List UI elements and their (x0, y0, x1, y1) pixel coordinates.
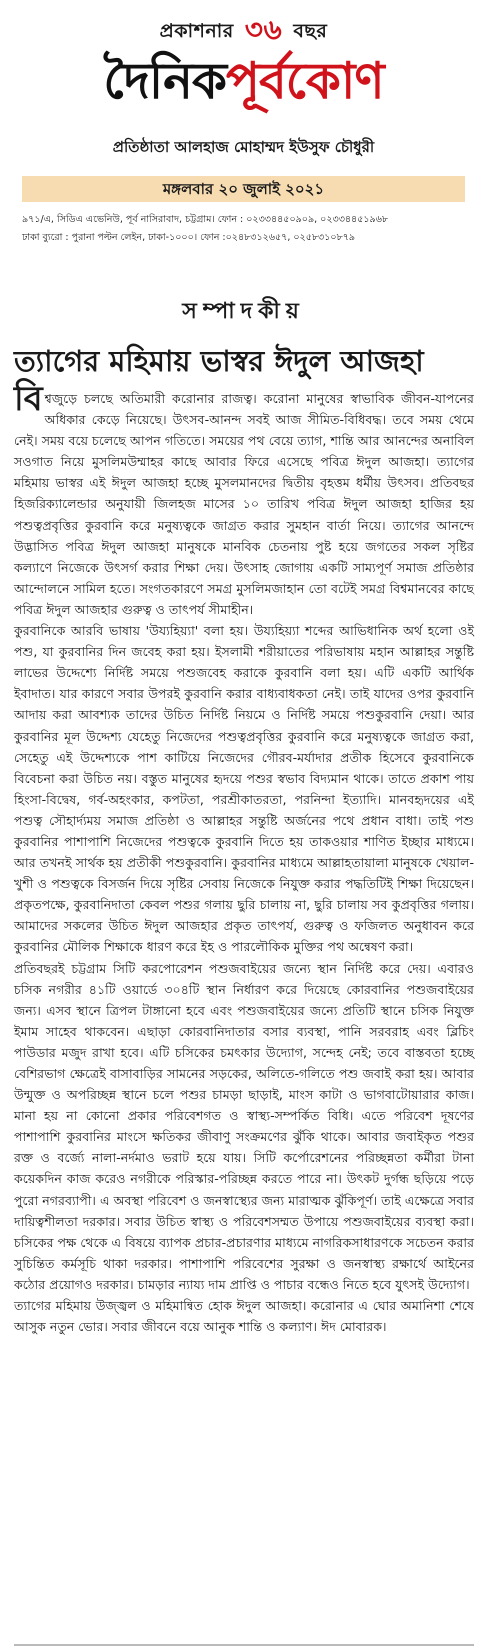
address-line-1: ৯৭১/এ, সিডিএ এভেনিউ, পূর্ব নাসিরাবাদ, চট্টগ্রাম। ফোন : ০২৩৩৪৪৫০৯০৯, ০২৩৩৪৪৫১৯৬৮ (22, 214, 389, 225)
founder-line: প্রতিষ্ঠাতা আলহাজ মোহাম্মদ ইউসুফ চৌধুরী (112, 138, 375, 156)
anniversary-suffix: বছর (293, 20, 328, 42)
paragraph-2: কুরবানিকে আরবি ভাষায় 'উয্যহিয়্যা' বলা হয়। উয্যহিয়্যা শব্দের আভিধানিক অর্থ হলো ওই পশু, যা কুরবানির দিন জবেহ করা হয়। ইসলামী শরীয়াতের পরিভাষায় মহান আল্লাহর সন্তুষ্টি লাভের উদ্দেশ্যে নির্দিষ্ট সময়ে পশুজবেহ করাকে কুরবানি বলা হয়। এটি একটি আর্থিক ইবাদাত। যার কারণে সবার উপরই কুরবানি করার বাধ্যবাধকতা নেই। তাই যাদের ওপর কুরবানি আদায় করা আবশ্যক তাদের উচিত নির্দিষ্ট নিয়মে ও নির্দিষ্ট সময়ে পশুকুরবানি দেয়া। আর কুরবানির মূল উদ্দেশ্য যেহেতু নিজেদের পশুত্বপ্রবৃত্তির কুরবানি করে মনুষ্যত্বকে জাগ্রত করা, সেহেতু এই উদ্দেশ্যকে পাশ কাটিয়ে নিজেদের গৌরব-মর্যাদার প্রতীক হিসেবে কুরবানিকে বিবেচনা করা উচিত নয়। বস্তুত মানুষের হৃদয়ে পশুর স্বভাব বিদ্যমান থাকে। তাতে প্রকাশ পায় হিংসা-বিদ্বেষ, গর্ব-অহংকার, কপটতা, পরশ্রীকাতরতা, পরনিন্দা ইত্যাদি। মানবহৃদয়ের এই পশুত্ব সৌহার্দ্যময় সমাজ প্রতিষ্ঠা ও আল্লাহর সন্তুষ্টি অর্জনের পথে প্রধান বাধা। তাই পশু কুরবানির পাশাপাশি নিজেদের পশুত্বকে কুরবানি দিতে হয় তাকওয়ার শাণিত ইচ্ছার মাধ্যমে। আর তখনই সার্থক হয় প্রতীকী পশুকুরবানি। কুরবানির মাধ্যমে আল্লাহতায়ালা মানুষকে খেয়াল-খুশী ও পশুত্বকে বিসর্জন দিয়ে সৃষ্টির সেবায় নিজেকে নিযুক্ত করার পদ্ধতিটিই শিক্ষা দিয়েছেন। প্রকৃতপক্ষে, কুরবানিদাতা কেবল পশুর গলায় ছুরি চালায় না, ছুরি চালায় সব কুপ্রবৃত্তির গলায়। আমাদের সকলের উচিত ঈদুল আজহার প্রকৃত তাৎপর্য, গুরুত্ব ও ফজিলত অনুধাবন করে কুরবানির মৌলিক শিক্ষাকে ধারণ করে ইহ ও পারলৌকিক মুক্তির পথ অন্বেষণ করা। (14, 623, 474, 955)
logo-part-2: পূর্বকোণ (226, 51, 384, 110)
paragraph-1: শ্বজুড়ে চলছে অতিমারী করোনার রাজত্ব। করোনা মানুষের স্বাভাবিক জীবন-যাপনের অধিকার কেড়ে নিয়েছে। উৎসব-আনন্দ সবই আজ সীমিত-বিধিবদ্ধ। তবে সময় থেমে নেই। সময় বয়ে চলেছে আপন গতিতে। সময়ের পথ বেয়ে ত্যাগ, শান্তি আর আনন্দের অনাবিল সওগাত নিয়ে মুসলিমউম্মাহর কাছে আবার ফিরে এসেছে পবিত্র ঈদুল আজহা। ত্যাগের মহিমায় ভাস্বর এই ঈদুল আজহা হচ্ছে মুসলমানদের দ্বিতীয় বৃহত্তম ধর্মীয় উৎসব। প্রতিবছর হিজরিক্যালেন্ডার অনুযায়ী জিলহজ মাসের ১০ তারিখ পবিত্র ঈদুল আজহা হাজির হয় পশুত্বপ্রবৃত্তির কুরবানি করে মনুষ্যত্বকে জাগ্রত করার সুমহান বার্তা নিয়ে। ত্যাগের আনন্দে উদ্ভাসিত পবিত্র ঈদুল আজহা মানুষকে মানবিক চেতনায় পুষ্ট হয়ে জগতের সকল সৃষ্টির কল্যাণে নিজেকে উৎসর্গ করার শিক্ষা দেয়। উৎসাহ জোগায় একটি সাম্যপূর্ণ সমাজ প্রতিষ্ঠার আন্দোলনে সামিল হতে। সংগতকারণে সমগ্র মুসলিমজাহান তো বটেই সমগ্র বিশ্বমানবের কাছে পবিত্র ঈদুল আজহার গুরুত্ব ও তাৎপর্য সীমাহীন। (14, 391, 474, 617)
logo-part-1: দৈনিক (103, 51, 227, 110)
anniversary-prefix: প্রকাশনার (159, 20, 234, 42)
section-heading: সম্পাদকীয় (182, 299, 305, 324)
article-body (14, 379, 474, 1337)
paragraph-3: প্রতিবছরই চট্টগ্রাম সিটি করপোরেশন পশুজবাইয়ের জন্যে স্থান নির্দিষ্ট করে দেয়। এবারও চসিক নগরীর ৪১টি ওয়ার্ডে ৩০৪টি স্থান নির্ধারণ করে দিয়েছে কোরবানির পশুজবাইয়ের জন্য। এসব স্থানে ত্রিপল টাঙ্গানো হবে এবং পশুজবাইয়ের জন্যে প্রতিটি স্থানে চসিক নিযুক্ত ইমাম সাহেব থাকবেন। এছাড়া কোরবানিদাতার বসার ব্যবস্থা, পানি সরবরাহ এবং ব্লিচিং পাউডার মজুদ রাখা হবে। এটি চসিকের চমৎকার উদ্যোগ, সন্দেহ নেই; তবে বাস্তবতা হচ্ছে বেশিরভাগ ক্ষেত্রেই বাসাবাড়ির সামনের সড়কের, অলিতে-গলিতে পশু জবাই করা হয়। আবার উন্মুক্ত ও অপরিচ্ছন্ন স্থানে চলে পশুর চামড়া ছাড়াই, মাংস কাটা ও ভাগবাটোয়ারার কাজ। মানা হয় না কোনো প্রকার পরিবেশগত ও স্বাস্থ্য-সম্পর্কিত বিধি। এতে পরিবেশ দূষণের পাশাপাশি কুরবানির মাংসে ক্ষতিকর জীবাণু সংক্রমণের ঝুঁকি থাকে। আবার জবাইকৃত পশুর রক্ত ও বর্জ্যে নালা-নর্দমাও ভরাট হয়ে যায়। সিটি কর্পোরেশনের পরিচ্ছন্নতা কর্মীরা টানা কয়েকদিন কাজ করেও নগরীকে পরিস্কার-পরিচ্ছন্ন করতে পারে না। উৎকট দুর্গন্ধ ছড়িয়ে পড়ে পুরো নগরব্যাপী। এ অবস্থা পরিবেশ ও জনস্বাস্থ্যের জন্য মারাত্মক ঝুঁকিপূর্ণ। তাই এক্ষেত্রে সবার দায়িত্বশীলতা দরকার। সবার উচিত স্বাস্থ্য ও পরিবেশসম্মত উপায়ে পশুজবাইয়ের ব্যবস্থা করা। চসিকের পক্ষ থেকে এ বিষয়ে ব্যাপক প্রচার-প্রচারণার মাধ্যমে নাগরিকসাধারণকে সচেতন করার সুচিন্তিত কর্মসূচি থাকা দরকার। পাশাপাশি পরিবেশের সুরক্ষা ও জনস্বাস্থ্য রক্ষার্থে আইনের কঠোর প্রয়োগও দরকার। চামড়ার ন্যায্য দাম প্রাপ্তি ও পাচার বন্ধেও নিতে হবে যুৎসই উদ্যোগ। (14, 960, 474, 1292)
address-line-2: ঢাকা ব্যুরো : পুরানা পল্টন লেইন, ঢাকা-১০০০। ফোন :০২৪৮৩১২৬৫৭, ০২৫৮৩১০৮৭৯ (22, 232, 356, 243)
anniversary-number: ৩৬ (244, 13, 283, 46)
paragraph-4: ত্যাগের মহিমায় উজ্জ্বল ও মহিমান্বিত হোক ঈদুল আজহা। করোনার এ ঘোর অমানিশা শেষে আসুক নতুন ভোর। সবার জীবনে বয়ে আনুক শান্তি ও কল্যাণ। ঈদ মোবারক। (14, 1298, 474, 1335)
date-bar: মঙ্গলবার ২০ জুলাই ২০২১ (22, 176, 465, 202)
bottom-divider (14, 1644, 474, 1646)
drop-cap: বি (14, 379, 43, 419)
article-headline: ত্যাগের মহিমায় ভাস্বর ঈদুল আজহা (14, 344, 424, 378)
newspaper-logo (0, 46, 487, 116)
